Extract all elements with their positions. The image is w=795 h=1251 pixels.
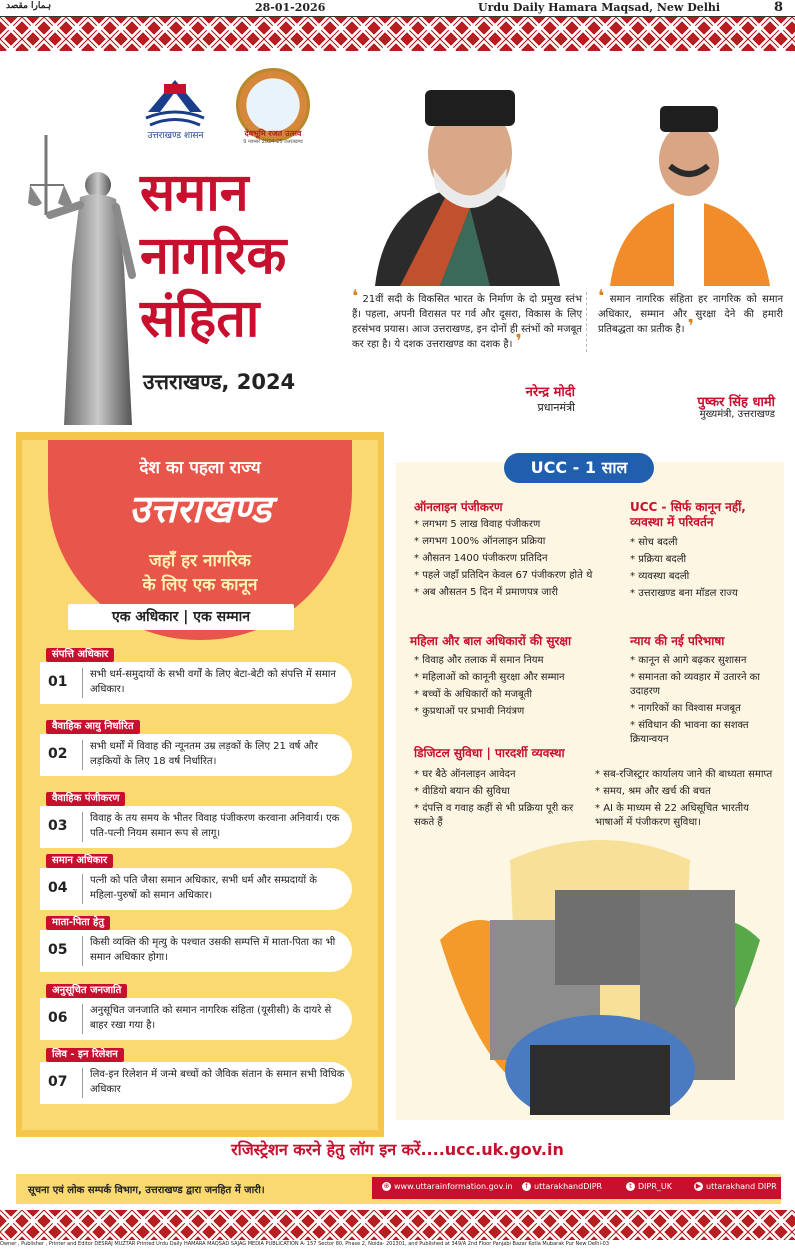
list-item: * समानता को व्यवहार में उतारने का उदाहरण xyxy=(630,671,780,699)
list-item: * नागरिकों का विश्वास मजबूत xyxy=(630,702,780,716)
item-number: 06 xyxy=(48,1010,68,1026)
registration-link[interactable]: रजिस्ट्रेशन करने हेतु लॉग इन करें....ucc.uk.gov.in xyxy=(231,1140,564,1159)
page-number: 8 xyxy=(773,0,783,15)
quote-open-icon: ❛ xyxy=(598,286,605,307)
item-number: 07 xyxy=(48,1074,68,1090)
one-right-banner: एक अधिकार | एक सम्मान xyxy=(68,604,294,630)
category-label: समान अधिकार xyxy=(46,854,113,868)
category-label: अनुसूचित जनजाति xyxy=(46,984,127,998)
list-item: * प्रक्रिया बदली xyxy=(630,553,780,567)
item-text: किसी व्यक्ति की मृत्यु के पश्चात उसकी सम्पत्ति में माता-पिता का भी समान अधिकार होगा। xyxy=(90,937,336,963)
title-line-3: संहिता xyxy=(140,289,260,349)
emblem-caption: उत्तराखण्ड शासन xyxy=(147,131,204,141)
category-label: वैवाहिक पंजीकरण xyxy=(46,792,125,806)
facebook-link[interactable]: f uttarakhandDIPR xyxy=(522,1182,602,1191)
cm-photo xyxy=(600,100,778,286)
website-link[interactable]: ⊕ www.uttarainformation.gov.in xyxy=(383,1182,513,1191)
list-item: * संविधान की भावना का सशक्त क्रियान्वयन xyxy=(630,719,780,747)
twitter-link[interactable]: t DIPR_UK xyxy=(626,1182,672,1191)
urdu-logo: ہمارا مقصد xyxy=(6,1,52,11)
list-item: * सोच बदली xyxy=(630,536,780,550)
tagline-line-2: के लिए एक कानून xyxy=(142,575,258,595)
ucc-year-badge: UCC - 1 साल xyxy=(504,453,654,483)
item-number: 04 xyxy=(48,880,68,896)
online-heading: ऑनलाइन पंजीकरण xyxy=(414,500,503,514)
title-line-1: समान xyxy=(140,163,249,223)
cm-role: मुख्यमंत्री, उत्तराखण्ड xyxy=(699,409,775,420)
digital-heading: डिजिटल सुविधा | पारदर्शी व्यवस्था xyxy=(414,746,565,760)
globe-icon: ⊕ xyxy=(383,1182,390,1190)
title-line-2: नागरिक xyxy=(140,226,287,286)
uttarakhand-emblem-icon xyxy=(140,76,210,136)
list-item: * व्यवस्था बदली xyxy=(630,570,780,584)
women-list xyxy=(414,654,614,722)
list-item: * वीडियो बयान की सुविधा xyxy=(414,785,584,799)
twitter-icon: t xyxy=(626,1182,635,1191)
page-subtitle: उत्तराखण्ड, 2024 xyxy=(143,370,296,394)
list-item: * लगभग 5 लाख विवाह पंजीकरण xyxy=(414,518,609,532)
top-pattern-band xyxy=(0,17,795,51)
list-item: * महिलाओं को कानूनी सुरक्षा और सम्मान xyxy=(414,671,614,685)
ucc-change-heading: UCC - सिर्फ कानून नहीं, व्यवस्था में परिवर्तन xyxy=(630,500,746,529)
publisher-imprint: Owner , Publisher , Printer and Editor DESRAJ MUZTAR Printed Urdu Daily HAMARA MAQSAD SAJAG MEDIA PUBLICATION A- 157 Sector 80, Phase 2, Noida- 201301, and Published at 349/A 2nd Floor Panjabi Bazar Kotla Mubarak Pur New Delhi-03 xyxy=(0,1241,610,1247)
issue-date: 28-01-2026 xyxy=(255,1,326,14)
item-text: पत्नी को पति जैसा समान अधिकार, सभी धर्म और सम्प्रदायों के महिला-पुरुषों को समान अधिकार। xyxy=(90,875,317,901)
list-item xyxy=(40,930,352,972)
list-item: * उत्तराखण्ड बना मॉडल राज्य xyxy=(630,587,780,601)
women-heading: महिला और बाल अधिकारों की सुरक्षा xyxy=(410,634,572,648)
facebook-icon: f xyxy=(522,1182,531,1191)
quote-open-icon: ❛ xyxy=(352,286,359,307)
justice-heading: न्याय की नई परिभाषा xyxy=(630,634,725,648)
category-label: वैवाहिक आयु निर्धारित xyxy=(46,720,140,734)
justice-list xyxy=(630,654,780,750)
youtube-icon: ▶ xyxy=(695,1182,702,1190)
item-text: सभी धर्मों में विवाह की न्यूनतम उम्र लड़कों के लिए 21 वर्ष और लड़कियों के लिए 18 वर्ष निर्धारित। xyxy=(90,741,318,767)
cm-name: पुष्कर सिंह धामी xyxy=(697,395,775,410)
pm-name: नरेन्द्र मोदी xyxy=(525,385,575,400)
item-text: अनुसूचित जनजाति को समान नागरिक संहिता (यूसीसी) के दायरे से बाहर रखा गया है। xyxy=(90,1005,332,1031)
pm-quote-text: 21वीं सदी के विकसित भारत के निर्माण के दो प्रमुख स्तंभ हैं। पहला, अपनी विरासत पर गर्व और दूसरा, विकास के लिए हरसंभव प्रयास। आज उत्तराखण्ड, इन दोनों ही स्तंभों को मजबूत कर रहा है। ये दशक उत्तराखण्ड का दशक है। xyxy=(352,294,582,350)
ucc-change-list xyxy=(630,536,780,604)
list-item: * कुप्रथाओं पर प्रभावी नियंत्रण xyxy=(414,705,614,719)
item-text: लिव-इन रिलेशन में जन्मे बच्चों को जैविक संतान के समान सभी विधिक अधिकार xyxy=(90,1069,345,1095)
pm-quote xyxy=(352,286,587,352)
cm-quote-text: समान नागरिक संहिता हर नागरिक को समान अधिकार, सम्मान और सुरक्षा देने की हमारी प्रतिबद्धता का प्रतीक है। xyxy=(598,294,783,335)
list-item: * लगभग 100% ऑनलाइन प्रक्रिया xyxy=(414,535,609,549)
item-number: 02 xyxy=(48,746,68,762)
list-item: * सब-रजिस्ट्रार कार्यालय जाने की बाध्यता समाप्त xyxy=(595,768,775,782)
seal-subcaption: 9 नवम्बर 2024-25 उत्तराखण्ड xyxy=(243,139,303,145)
list-item xyxy=(40,868,352,910)
list-item: * औसतन 1400 पंजीकरण प्रतिदिन xyxy=(414,552,609,566)
paper-name: Urdu Daily Hamara Maqsad, New Delhi xyxy=(478,1,721,14)
list-item: * पहले जहाँ प्रतिदिन केवल 67 पंजीकरण होते थे xyxy=(414,569,609,583)
quote-close-icon: ❜ xyxy=(515,331,522,352)
issued-by-text: सूचना एवं लोक सम्पर्क विभाग, उत्तराखण्ड द्वारा जनहित में जारी। xyxy=(28,1185,265,1196)
list-item: * विवाह और तलाक में समान नियम xyxy=(414,654,614,668)
digital-list-right xyxy=(595,768,775,833)
lotus-photo-collage xyxy=(440,830,760,1115)
list-item xyxy=(40,662,352,704)
list-item: * समय, श्रम और खर्च की बचत xyxy=(595,785,775,799)
item-number: 01 xyxy=(48,674,68,690)
uttarakhand-wordmark: उत्तराखण्ड xyxy=(129,486,271,531)
item-number: 03 xyxy=(48,818,68,834)
list-item: * कानून से आगे बढ़कर सुशासन xyxy=(630,654,780,668)
quote-close-icon: ❜ xyxy=(687,316,694,337)
youtube-link[interactable]: ▶ uttarakhand DIPR xyxy=(695,1182,777,1191)
pm-photo xyxy=(345,58,587,286)
first-state-text: देश का पहला राज्य xyxy=(139,458,261,478)
list-item xyxy=(40,806,352,848)
lady-justice-statue-icon xyxy=(28,125,148,430)
bottom-pattern-band xyxy=(0,1210,795,1240)
list-item: * अब औसतन 5 दिन में प्रमाणपत्र जारी xyxy=(414,586,609,600)
list-item xyxy=(40,1062,352,1104)
item-number: 05 xyxy=(48,942,68,958)
category-label: माता-पिता हेतु xyxy=(46,916,110,930)
list-item xyxy=(40,998,352,1040)
seal-caption: देवभूमि रजत उत्सव xyxy=(244,129,302,138)
cm-quote xyxy=(598,286,783,337)
category-label: संपत्ति अधिकार xyxy=(46,648,114,662)
item-text: विवाह के तय समय के भीतर विवाह पंजीकरण करवाना अनिवार्य। एक पति-पत्नी नियम समान रूप से लागू। xyxy=(90,813,340,839)
pm-role: प्रधानमंत्री xyxy=(537,401,575,414)
list-item: * बच्चों के अधिकारों को मजबूती xyxy=(414,688,614,702)
item-text: सभी धर्म-समुदायों के सभी वर्गों के लिए बेटा-बेटी को संपत्ति में समान अधिकार। xyxy=(90,669,336,695)
masthead xyxy=(0,0,795,17)
online-list xyxy=(414,518,609,603)
digital-list-left xyxy=(414,768,584,833)
tagline-line-1: जहाँ हर नागरिक xyxy=(149,551,251,571)
list-item: * AI के माध्यम से 22 अधिसूचित भारतीय भाषाओं में पंजीकरण सुविधा। xyxy=(595,802,775,830)
category-label: लिव - इन रिलेशन xyxy=(46,1048,124,1062)
list-item: * घर बैठे ऑनलाइन आवेदन xyxy=(414,768,584,782)
list-item xyxy=(40,734,352,776)
list-item: * दंपत्ति व गवाह कहीं से भी प्रक्रिया पूरी कर सकते हैं xyxy=(414,802,584,830)
